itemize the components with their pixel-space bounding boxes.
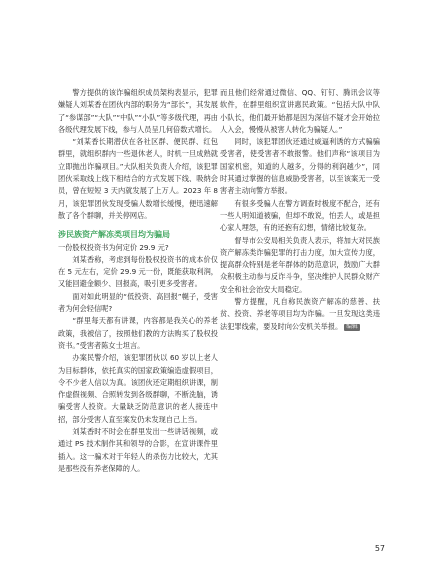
body-paragraph: 同时，该犯罪团伙还通过威逼利诱的方式骗骗受害者，使受害者不敢报警。他们声称“该项目为国家机密，知道的人越多，分得的利润越少”，同时其通过掌握的信息威胁受害者，以至该案无一受害者主动向警方举报。 [220,137,380,196]
question-line: 一份股权投资书为何定价 29.9 元? [58,242,169,252]
body-paragraph: “刘某香长期潜伏在各社区群、便民群、红包群里，就组织群内一些退休老人，时机一旦成熟就立即抛出诈骗项目。”大队相关负责人介绍，该犯罪团伙采取线上线下相结合的方式发展下线、吸纳会员，曾在短短 3 天内就发展了上万人。2023 年 8 月，该犯罪团伙发现受骗人数增长缓慢，便迅速解散了各个群聊，并关停网店。 [58,137,218,220]
right-column [220,87,380,333]
body-paragraph: 面对如此明显的“低投资、高回报”幌子，受害者为何会轻信呢? [58,291,218,314]
body-paragraph: 而且他们经常通过微信、QQ、钉钉、腾讯会议等软件，在群里组织宣讲惠民政策。“包括大队中队小队长，他们最开始都是因为深信不疑才会开始拉人入会，慢慢从被害人转化为骗疑人。” [220,88,380,134]
left-column [58,87,218,475]
body-paragraph: 刘某香称，考虑到每份股权投资书的成本价仅在 5 元左右，定价 29.9 元一份，既能获取利润，又能回避金额少、回报高，吸引更多受害者。 [58,254,218,289]
closing-paragraph [220,296,380,333]
body-paragraph: 有很多受骗人在警方调查时极度不配合，还有一些人明知道被骗，但却不敢说，怕丢人，或是担心家人埋怨，有的还抱有幻想，情绪比较复杂。 [220,198,380,233]
quote-paragraph: “群里每天都有讲课，内容都是我关心的养老政策，我被信了，按照他们教的方法购买了股权投资书。”受害者陈女士坦言。 [58,316,218,350]
body-paragraph: 刘某香时不时会在群里发出一些讲话视频，或通过 PS 技术制作其和领导的合影，在宣讲课件里插入。这一骗术对于年轻人的杀伤力比较大，尤其是那些没有养老保障的人。 [58,427,218,473]
body-paragraph: 办案民警介绍，该犯罪团伙以 60 岁以上老人为目标群体，依托真实的国家政策编造虚假项目，令不少老人信以为真。该团伙还定期组织讲课，制作虚假视频、合照转发到各级群聊，不断洗脑，诱骗受害人投资。大量缺乏防范意识的老人接连中招，部分受害人直至案发仍未发现自己上当。 [58,353,218,424]
closing-text: 警方提醒，凡自称民族资产解冻的慈善、扶贫、投资、养老等项目均为诈骗。一旦发现这类违法犯罪线索，要及时向公安机关举报。 [220,297,380,331]
page-number: 57 [374,544,385,553]
editor-end-mark: 编辑 [346,323,358,330]
body-paragraph: 督导市公安局相关负责人表示，将加大对民族资产解冻类诈骗犯罪的打击力度，加大宣传力度，提高群众特别是老年群体的防范意识，鼓励广大群众积极主动参与反诈斗争，坚决维护人民群众财产安全和社会治安大局稳定。 [220,235,380,294]
section-heading: 涉民族资产解冻类项目均为骗局 [58,230,170,240]
body-paragraph: 警方提供的该诈骗组织成员架构表显示，犯罪嫌疑人刘某香在团伙内部的职务为“部长”，其发展了“参谋部”“大队”“中队”“小队”等多级代理，再由各级代理发展下线，参与人员呈几何倍数式增长。 [58,88,218,134]
